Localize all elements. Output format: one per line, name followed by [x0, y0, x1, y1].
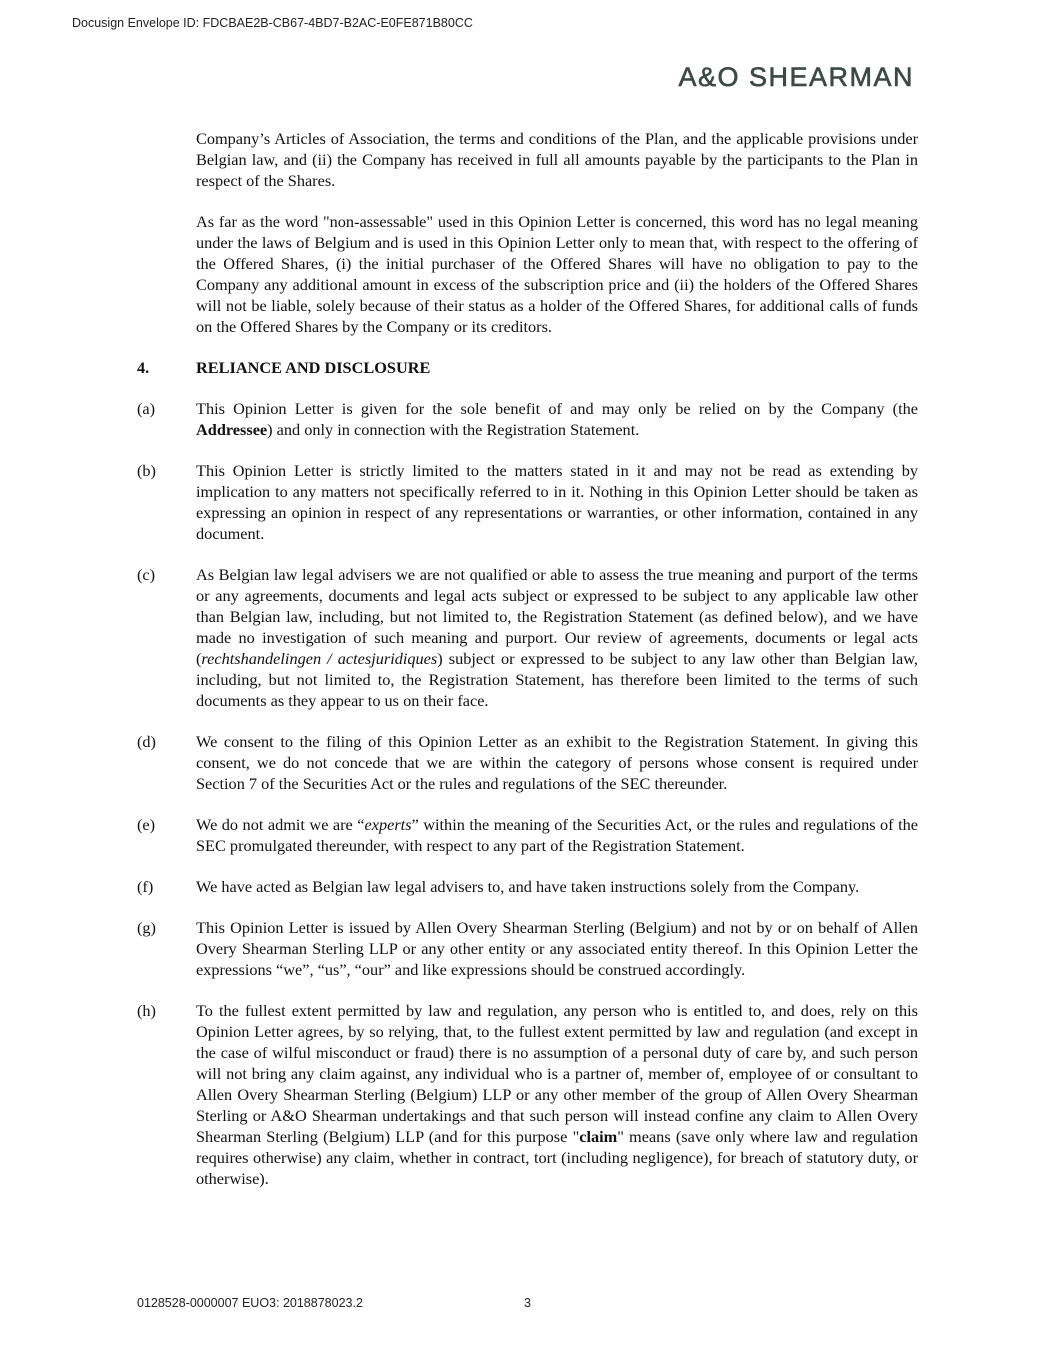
document-reference: 0128528-0000007 EUO3: 2018878023.2 [137, 1296, 363, 1310]
item-label: (c) [137, 565, 156, 584]
item-text-part: We do not admit we are “ [196, 815, 365, 834]
paragraph-continuation: Company’s Articles of Association, the terms and conditions of the Plan, and the applicable provisions under Belgian law, and (ii) the Company has received in full all amounts payable by the participants to the Plan in respect of the Shares. [196, 129, 918, 190]
item-text: This Opinion Letter is strictly limited to the matters stated in it and may not be read as extending by implication to any matters not specifically referred to in it. Nothing in this Opinion Letter should be taken as expressing an opinion in respect of any representations or warranties, or other information, contained in any document. [196, 461, 918, 543]
item-label: (g) [137, 918, 156, 937]
page-number: 3 [524, 1296, 531, 1310]
defined-term-addressee: Addressee [196, 420, 268, 439]
item-text: We consent to the filing of this Opinion Letter as an exhibit to the Registration Statement. In giving this consent, we do not concede that we are within the category of persons whose consent is required under Section 7 of the Securities Act or the rules and regulations of the SEC thereunder. [196, 732, 918, 793]
list-item-h [137, 1000, 918, 1189]
item-label: (f) [137, 877, 154, 896]
paragraph-non-assessable: As far as the word "non-assessable" used in this Opinion Letter is concerned, this word has no legal meaning under the laws of Belgium and is used in this Opinion Letter only to mean that, with respect to the offering of the Offered Shares, (i) the initial purchaser of the Offered Shares will have no obligation to pay to the Company any additional amount in excess of the subscription price and (ii) the holders of the Offered Shares will not be liable, solely because of their status as a holder of the Offered Shares, for additional calls of funds on the Offered Shares by the Company or its creditors. [196, 212, 918, 336]
item-label: (a) [137, 399, 156, 418]
item-text-part: " means (save only where law and regulation requires otherwise) any claim, whether in contract, tort (including negligence), for breach of statutory duty, or otherwise). [196, 1127, 918, 1188]
list-item-g [137, 917, 918, 980]
italic-term: experts [364, 815, 412, 834]
italic-term: rechtshandelingen / actesjuridiques [201, 649, 438, 668]
list-item-c [137, 564, 918, 711]
item-text [196, 398, 918, 440]
defined-term-claim: claim [579, 1127, 618, 1146]
section-heading [137, 357, 918, 378]
list-item-b [137, 460, 918, 544]
firm-logo: A&O SHEARMAN [678, 62, 914, 92]
list-item-e [137, 814, 918, 856]
item-label: (b) [137, 461, 156, 480]
list-item-a [137, 398, 918, 440]
item-text-part: As Belgian law legal advisers we are not qualified or able to assess the true meaning and purport of the terms or any agreements, documents and legal acts subject or expressed to be subject to any applicable law other than Belgian law, including, but not limited to, the Registration Statement (as defined below), and we have made no investigation of such meaning and purport. Our review of agreements, documents or legal acts ( [196, 565, 918, 668]
item-text-part: This Opinion Letter is given for the sole benefit of and may only be relied on by the Company (the [196, 399, 918, 418]
item-text: We have acted as Belgian law legal advisers to, and have taken instructions solely from the Company. [196, 877, 860, 896]
item-text [196, 564, 918, 711]
section-number: 4. [137, 358, 150, 377]
document-body [137, 128, 918, 1209]
list-item-f [137, 876, 918, 897]
item-label: (h) [137, 1001, 156, 1020]
item-text: This Opinion Letter is issued by Allen Overy Shearman Sterling (Belgium) and not by or on behalf of Allen Overy Shearman Sterling LLP or any other entity or any associated entity thereof. In this Opinion Letter the expressions “we”, “us”, “our” and like expressions should be construed accordingly. [196, 918, 918, 979]
item-text-part: ) and only in connection with the Registration Statement. [267, 420, 640, 439]
item-text [196, 1000, 918, 1189]
item-text [196, 814, 918, 856]
item-text-part: To the fullest extent permitted by law and regulation, any person who is entitled to, and does, rely on this Opinion Letter agrees, by so relying, that, to the fullest extent permitted by law and regulation (and except in the case of wilful misconduct or fraud) there is no assumption of a personal duty of care by, and such person will not bring any claim against, any individual who is a partner of, member of, employee of or consultant to Allen Overy Shearman Sterling (Belgium) LLP or any other member of the group of Allen Overy Shearman Sterling or A&O Shearman undertakings and that such person will instead confine any claim to Allen Overy Shearman Sterling (Belgium) LLP (and for this purpose " [196, 1001, 918, 1146]
item-label: (d) [137, 732, 156, 751]
item-label: (e) [137, 815, 156, 834]
docusign-envelope-id: Docusign Envelope ID: FDCBAE2B-CB67-4BD7-B2AC-E0FE871B80CC [72, 16, 473, 30]
section-title: RELIANCE AND DISCLOSURE [196, 358, 431, 377]
list-item-d [137, 731, 918, 794]
item-text-part: ) subject or expressed to be subject to any law other than Belgian law, including, but not limited to, the Registration Statement, has therefore been limited to the terms of such documents as they appear to us on their face. [196, 649, 918, 710]
item-text-part: ” within the meaning of the Securities Act, or the rules and regulations of the SEC promulgated thereunder, with respect to any part of the Registration Statement. [196, 815, 918, 855]
